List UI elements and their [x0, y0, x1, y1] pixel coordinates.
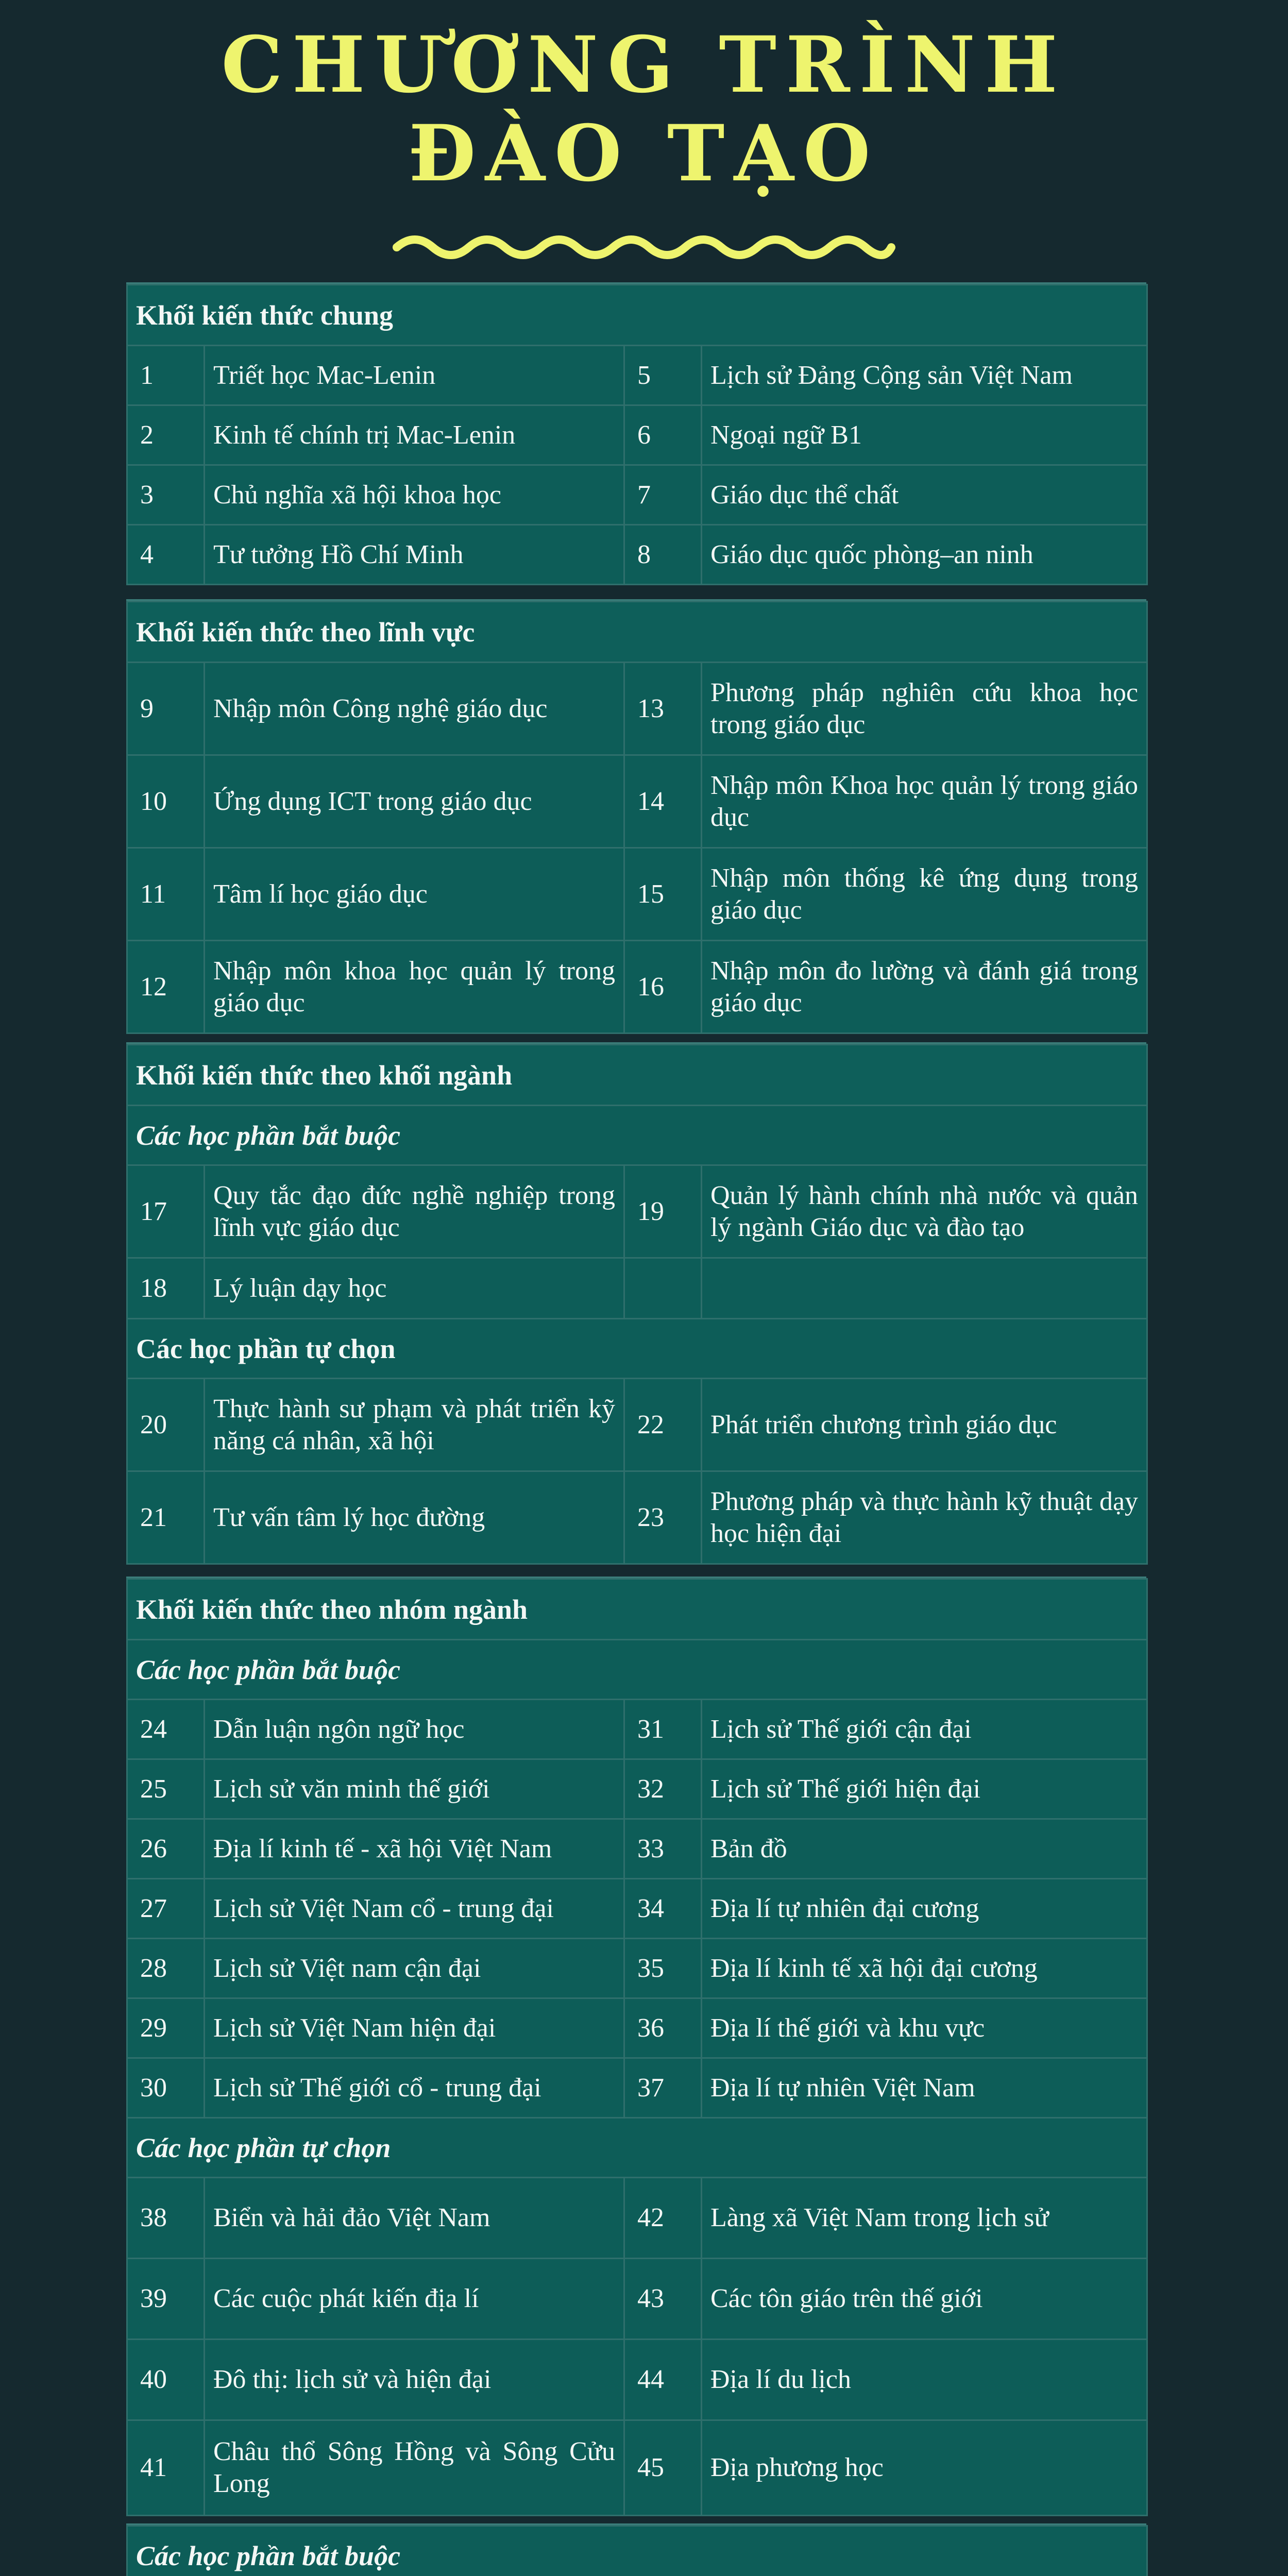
section-heading: Khối kiến thức chung: [127, 285, 1147, 346]
table-row: [127, 941, 1147, 1033]
table-row: [127, 346, 1147, 405]
section-field-knowledge: [126, 599, 1146, 1034]
course-name: Lịch sử Thế giới cận đại: [702, 1700, 1147, 1759]
course-name: Lịch sử Việt nam cận đại: [205, 1939, 624, 1998]
course-number: 10: [127, 755, 205, 848]
course-number: 7: [624, 465, 702, 525]
course-name: Ngoại ngữ B1: [702, 405, 1147, 465]
course-number: 2: [127, 405, 205, 465]
course-name: Giáo dục thể chất: [702, 465, 1147, 525]
table-row: [127, 1759, 1147, 1819]
course-name: Các tôn giáo trên thế giới: [702, 2259, 1147, 2340]
course-name: Triết học Mac-Lenin: [205, 346, 624, 405]
subsection-heading: Các học phần bắt buộc: [127, 1106, 1147, 1165]
course-name: Dẫn luận ngôn ngữ học: [205, 1700, 624, 1759]
course-number: 19: [624, 1165, 702, 1258]
course-name: Địa lí tự nhiên Việt Nam: [702, 2058, 1147, 2118]
course-name: Kinh tế chính trị Mac-Lenin: [205, 405, 624, 465]
section-group-knowledge: [126, 1577, 1146, 2516]
course-name: Địa lí kinh tế - xã hội Việt Nam: [205, 1819, 624, 1879]
course-number: 22: [624, 1379, 702, 1471]
title-line-2: ĐÀO TẠO: [408, 108, 880, 199]
subsection-heading: Các học phần tự chọn: [127, 1319, 1147, 1379]
course-name: [702, 1258, 1147, 1319]
course-name: Tâm lí học giáo dục: [205, 848, 624, 941]
table-row: [127, 1998, 1147, 2058]
course-number: 1: [127, 346, 205, 405]
table-row: [127, 2178, 1147, 2259]
course-name: Địa phương học: [702, 2420, 1147, 2516]
course-number: 35: [624, 1939, 702, 1998]
course-name: Thực hành sư phạm và phát triển kỹ năng cá nhân, xã hội: [205, 1379, 624, 1471]
course-number: 11: [127, 848, 205, 941]
course-number: 30: [127, 2058, 205, 2118]
course-number: 29: [127, 1998, 205, 2058]
subsection-heading: Các học phần bắt buộc: [127, 1640, 1147, 1700]
course-number: 23: [624, 1471, 702, 1564]
course-number: 5: [624, 346, 702, 405]
course-number: [624, 1258, 702, 1319]
course-name: Các cuộc phát kiến địa lí: [205, 2259, 624, 2340]
course-name: Đô thị: lịch sử và hiện đại: [205, 2340, 624, 2420]
course-name: Quản lý hành chính nhà nước và quản lý ngành Giáo dục và đào tạo: [702, 1165, 1147, 1258]
table-row: [127, 2058, 1147, 2118]
course-name: Bản đồ: [702, 1819, 1147, 1879]
table-row: [127, 1258, 1147, 1319]
course-name: Phương pháp và thực hành kỹ thuật dạy học hiện đại: [702, 1471, 1147, 1564]
course-number: 26: [127, 1819, 205, 1879]
course-name: Lịch sử Thế giới cổ - trung đại: [205, 2058, 624, 2118]
course-name: Làng xã Việt Nam trong lịch sử: [702, 2178, 1147, 2259]
section-heading: Khối kiến thức theo nhóm ngành: [127, 1579, 1147, 1640]
table-row: [127, 755, 1147, 848]
course-number: 12: [127, 941, 205, 1033]
course-name: Châu thổ Sông Hồng và Sông Cửu Long: [205, 2420, 624, 2516]
course-number: 42: [624, 2178, 702, 2259]
title-line-1: CHƯƠNG TRÌNH: [221, 20, 1067, 110]
course-number: 6: [624, 405, 702, 465]
course-number: 3: [127, 465, 205, 525]
section-heading: Khối kiến thức theo lĩnh vực: [127, 602, 1147, 663]
course-number: 20: [127, 1379, 205, 1471]
course-name: Nhập môn khoa học quản lý trong giáo dục: [205, 941, 624, 1033]
course-number: 41: [127, 2420, 205, 2516]
course-name: Địa lí du lịch: [702, 2340, 1147, 2420]
table-group-knowledge: [126, 1578, 1148, 2516]
course-number: 15: [624, 848, 702, 941]
section-heading: Khối kiến thức theo khối ngành: [127, 1045, 1147, 1106]
course-number: 45: [624, 2420, 702, 2516]
table-row: [127, 525, 1147, 585]
course-name: Lịch sử Việt Nam hiện đại: [205, 1998, 624, 2058]
course-number: 44: [624, 2340, 702, 2420]
table-row: [127, 1471, 1147, 1564]
course-number: 14: [624, 755, 702, 848]
section-sector-knowledge: [126, 1042, 1146, 1565]
course-number: 16: [624, 941, 702, 1033]
table-row: [127, 2420, 1147, 2516]
course-name: Giáo dục quốc phòng–an ninh: [702, 525, 1147, 585]
table-row: [127, 2340, 1147, 2420]
course-name: Nhập môn thống kê ứng dụng trong giáo dục: [702, 848, 1147, 941]
course-name: Nhập môn Công nghệ giáo dục: [205, 663, 624, 755]
course-name: Biển và hải đảo Việt Nam: [205, 2178, 624, 2259]
course-name: Địa lí kinh tế xã hội đại cương: [702, 1939, 1147, 1998]
course-name: Lịch sử Thế giới hiện đại: [702, 1759, 1147, 1819]
course-number: 27: [127, 1879, 205, 1939]
course-number: 37: [624, 2058, 702, 2118]
table-row: [127, 465, 1147, 525]
page-header: [0, 21, 1288, 198]
course-number: 25: [127, 1759, 205, 1819]
subsection-heading: Các học phần bắt buộc: [127, 2526, 1147, 2576]
table-row: [127, 1879, 1147, 1939]
course-number: 8: [624, 525, 702, 585]
section-specialized-knowledge: [126, 2523, 1146, 2576]
course-number: 18: [127, 1258, 205, 1319]
course-name: Phương pháp nghiên cứu khoa học trong giáo dục: [702, 663, 1147, 755]
table-sector-knowledge: [126, 1044, 1148, 1565]
course-name: Quy tắc đạo đức nghề nghiệp trong lĩnh vực giáo dục: [205, 1165, 624, 1258]
table-row: [127, 1700, 1147, 1759]
course-name: Lịch sử văn minh thế giới: [205, 1759, 624, 1819]
course-number: 38: [127, 2178, 205, 2259]
course-name: Phát triển chương trình giáo dục: [702, 1379, 1147, 1471]
table-row: [127, 848, 1147, 941]
table-general-knowledge: [126, 284, 1148, 585]
course-number: 34: [624, 1879, 702, 1939]
course-number: 43: [624, 2259, 702, 2340]
table-row: [127, 1165, 1147, 1258]
course-number: 21: [127, 1471, 205, 1564]
table-row: [127, 2259, 1147, 2340]
course-number: 36: [624, 1998, 702, 2058]
course-name: Lịch sử Việt Nam cổ - trung đại: [205, 1879, 624, 1939]
course-name: Nhập môn đo lường và đánh giá trong giáo dục: [702, 941, 1147, 1033]
course-number: 31: [624, 1700, 702, 1759]
table-row: [127, 1819, 1147, 1879]
table-field-knowledge: [126, 601, 1148, 1034]
course-name: Địa lí tự nhiên đại cương: [702, 1879, 1147, 1939]
course-number: 33: [624, 1819, 702, 1879]
course-name: Chủ nghĩa xã hội khoa học: [205, 465, 624, 525]
course-number: 24: [127, 1700, 205, 1759]
course-name: Ứng dụng ICT trong giáo dục: [205, 755, 624, 848]
table-row: [127, 663, 1147, 755]
course-name: Tư tưởng Hồ Chí Minh: [205, 525, 624, 585]
table-row: [127, 1939, 1147, 1998]
table-row: [127, 405, 1147, 465]
course-name: Lịch sử Đảng Cộng sản Việt Nam: [702, 346, 1147, 405]
course-number: 28: [127, 1939, 205, 1998]
course-number: 4: [127, 525, 205, 585]
course-number: 17: [127, 1165, 205, 1258]
course-name: Lý luận dạy học: [205, 1258, 624, 1319]
course-number: 9: [127, 663, 205, 755]
table-row: [127, 1379, 1147, 1471]
table-specialized-knowledge: [126, 2525, 1148, 2576]
course-name: Tư vấn tâm lý học đường: [205, 1471, 624, 1564]
section-general-knowledge: [126, 282, 1146, 585]
course-name: Địa lí thế giới và khu vực: [702, 1998, 1147, 2058]
course-number: 32: [624, 1759, 702, 1819]
course-number: 13: [624, 663, 702, 755]
wavy-underline-icon: [392, 232, 896, 263]
course-number: 39: [127, 2259, 205, 2340]
subsection-heading: Các học phần tự chọn: [127, 2118, 1147, 2178]
course-name: Nhập môn Khoa học quản lý trong giáo dục: [702, 755, 1147, 848]
course-number: 40: [127, 2340, 205, 2420]
